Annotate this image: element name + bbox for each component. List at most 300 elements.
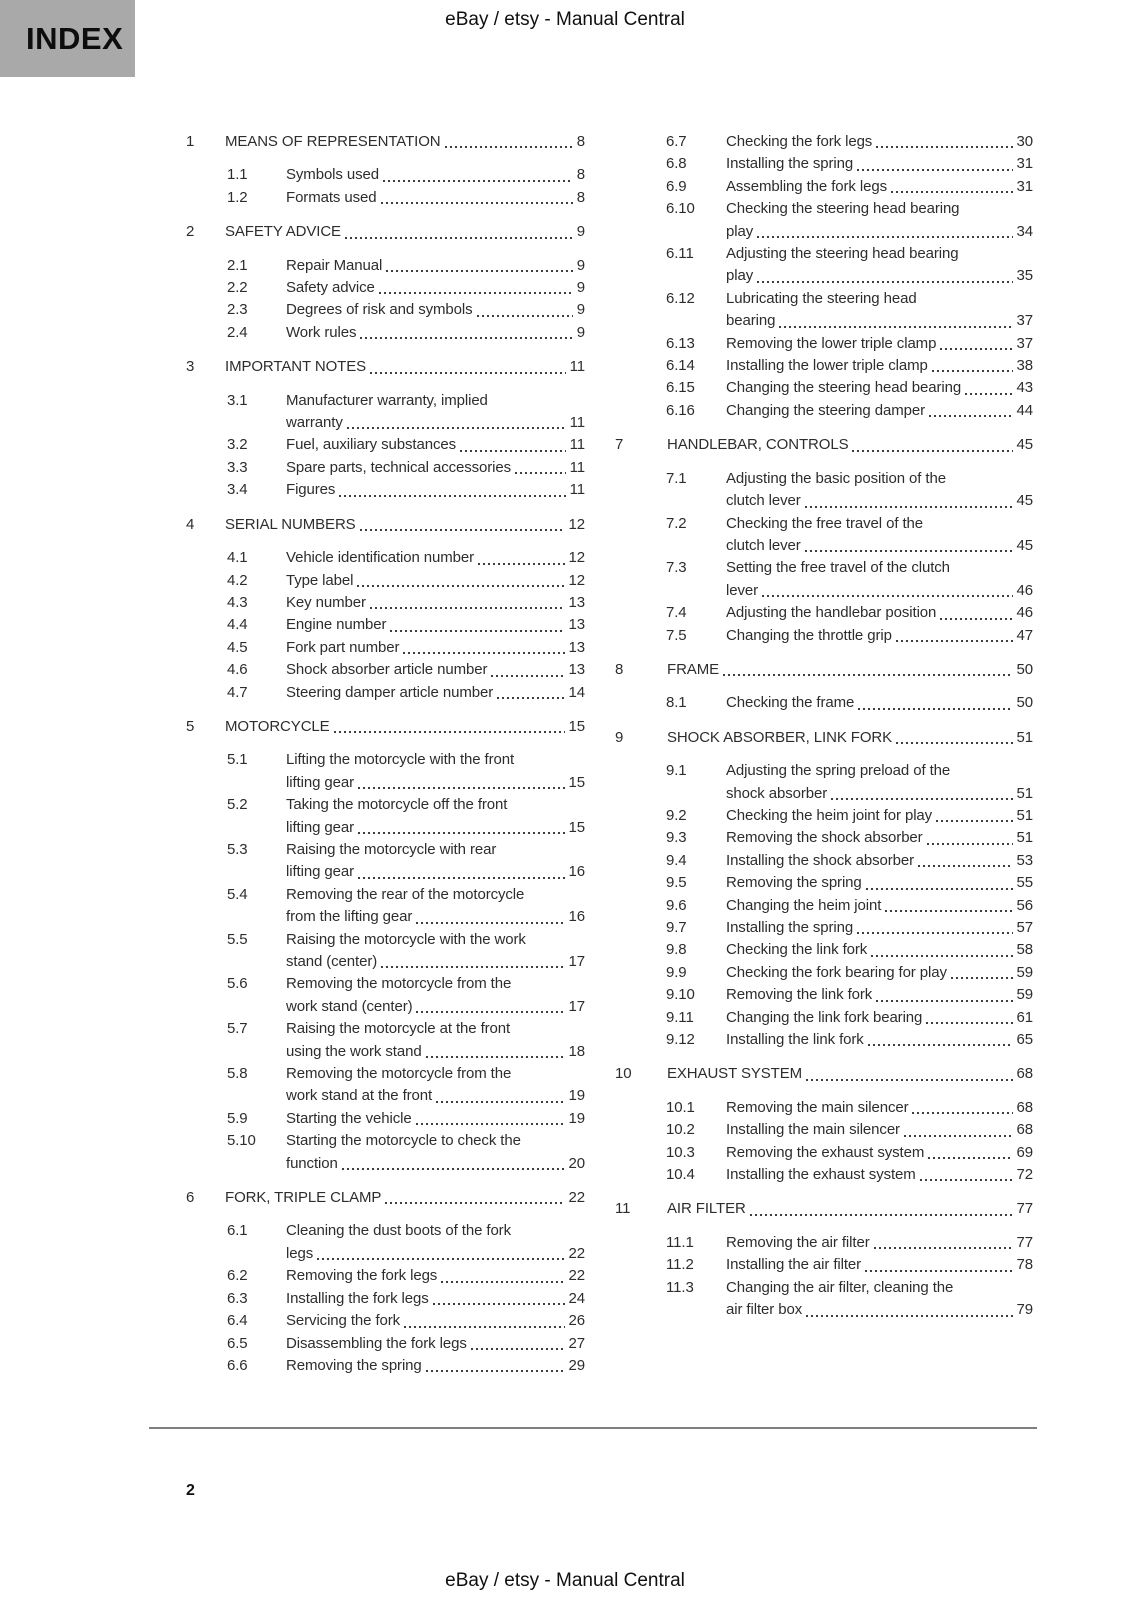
toc-entry-title: Starting the vehicle: [286, 1109, 412, 1127]
toc-subsection-entry: [615, 1277, 1033, 1322]
dot-leader: [471, 1348, 565, 1350]
toc-entry-body: [726, 355, 1033, 377]
toc-section-entry: [186, 1187, 585, 1209]
toc-entry-page: 14: [568, 683, 585, 701]
toc-entry-lastline: [726, 783, 1033, 805]
page-header-title: eBay / etsy - Manual Central: [445, 9, 685, 30]
toc-entry-page: 77: [1016, 1233, 1033, 1251]
toc-entry-title: bearing: [726, 312, 776, 330]
toc-subsection-entry: [186, 839, 585, 884]
dot-leader: [940, 618, 1012, 620]
toc-entry-number: 10.3: [666, 1143, 695, 1161]
toc-section-entry: [615, 434, 1033, 456]
toc-entry-body: [225, 716, 585, 738]
toc-entry-page: 44: [1016, 401, 1033, 419]
toc-entry-body: [726, 176, 1033, 198]
toc-entry-page: 43: [1016, 379, 1033, 397]
toc-entry-number: 4.1: [227, 549, 248, 567]
toc-entry-number: 2.2: [227, 279, 248, 297]
toc-subsection-entry: [186, 1333, 585, 1355]
toc-entry-page: 12: [568, 515, 585, 533]
toc-entry-number: 8: [615, 660, 624, 678]
toc-entry-number: 6: [186, 1189, 195, 1207]
toc-subsection-entry: [186, 187, 585, 209]
toc-entry-number: 4.6: [227, 661, 248, 679]
toc-entry-title: Work rules: [286, 323, 357, 341]
toc-subsection-entry: [186, 390, 585, 435]
toc-entry-page: 13: [568, 661, 585, 679]
toc-entry-lastline: [286, 570, 585, 592]
toc-entry-number: 7.2: [666, 514, 687, 532]
toc-entry-page: 51: [1016, 829, 1033, 847]
toc-entry-title: MEANS OF REPRESENTATION: [225, 133, 441, 150]
toc-subsection-entry: [615, 131, 1033, 153]
toc-entry-page: 12: [568, 571, 585, 589]
toc-entry-page: 9: [576, 301, 585, 319]
toc-entry-title: using the work stand: [286, 1042, 422, 1060]
toc-entry-title: FORK, TRIPLE CLAMP: [225, 1189, 382, 1207]
toc-entry-lastline: [225, 221, 585, 243]
dot-leader: [403, 652, 564, 654]
toc-entry-title-line: Removing the rear of the motorcycle: [286, 885, 525, 903]
toc-entry-body: [286, 479, 585, 501]
toc-entry-lastline: [726, 895, 1033, 917]
toc-column-left: [186, 131, 585, 1377]
toc-subsection-entry: [615, 917, 1033, 939]
toc-entry-number: 1.1: [227, 166, 248, 184]
toc-entry-page: 34: [1016, 222, 1033, 240]
toc-entry-title: clutch lever: [726, 536, 801, 554]
toc-entry-lastline: [286, 1333, 585, 1355]
toc-entry-title: play: [726, 222, 754, 240]
toc-entry-title: Key number: [286, 593, 366, 611]
toc-entry-body: [667, 1198, 1033, 1220]
toc-entry-body: [286, 277, 585, 299]
toc-entry-lastline: [667, 659, 1033, 681]
toc-entry-body: [726, 400, 1033, 422]
toc-entry-lastline: [286, 817, 585, 839]
toc-entry-body: [726, 1254, 1033, 1276]
toc-entry-title: Removing the main silencer: [726, 1098, 909, 1116]
toc-entry-title-line: Setting the free travel of the clutch: [726, 559, 950, 577]
toc-entry-title-line: Starting the motorcycle to check the: [286, 1132, 521, 1150]
toc-entry-lastline: [726, 377, 1033, 399]
dot-leader: [339, 495, 565, 497]
dot-leader: [927, 843, 1013, 845]
toc-entry-number: 3.1: [227, 391, 248, 409]
page-footer-title: eBay / etsy - Manual Central: [445, 1570, 685, 1591]
dot-leader: [904, 1135, 1013, 1137]
toc-entry-body: [286, 1265, 585, 1287]
footer-divider: [149, 1427, 1037, 1429]
toc-subsection-entry: [186, 434, 585, 456]
toc-entry-body: [726, 872, 1033, 894]
toc-entry-title: function: [286, 1154, 338, 1172]
toc-entry-number: 5.8: [227, 1065, 248, 1083]
toc-entry-lastline: [726, 1142, 1033, 1164]
dot-leader: [385, 1202, 564, 1204]
dot-leader: [920, 1179, 1013, 1181]
toc-entry-body: [286, 164, 585, 186]
dot-leader: [383, 180, 573, 182]
toc-entry-body: [726, 1007, 1033, 1029]
toc-subsection-entry: [186, 479, 585, 501]
toc-entry-number: 9.8: [666, 941, 687, 959]
toc-entry-page: 35: [1016, 267, 1033, 285]
page-header: [0, 9, 1130, 31]
toc-entry-number: 6.3: [227, 1289, 248, 1307]
toc-entry-page: 27: [568, 1334, 585, 1352]
toc-entry-lastline: [286, 1041, 585, 1063]
toc-subsection-entry: [615, 333, 1033, 355]
toc-entry-body: [726, 153, 1033, 175]
toc-entry-number: 11.3: [666, 1278, 694, 1296]
toc-entry-title: Checking the heim joint for play: [726, 806, 933, 824]
toc-subsection-entry: [186, 1355, 585, 1377]
toc-entry-body: [726, 805, 1033, 827]
toc-entry-number: 5.10: [227, 1132, 256, 1150]
dot-leader: [360, 337, 572, 339]
toc-entry-body: [726, 602, 1033, 624]
toc-subsection-entry: [615, 827, 1033, 849]
toc-entry-body: [726, 1277, 1033, 1322]
dot-leader: [885, 910, 1012, 912]
toc-entry-lastline: [286, 457, 585, 479]
toc-entry-title: Installing the exhaust system: [726, 1166, 916, 1184]
toc-entry-body: [286, 390, 585, 435]
toc-entry-body: [286, 299, 585, 321]
toc-entry-title-line: Changing the air filter, cleaning the: [726, 1278, 954, 1296]
toc-entry-number: 11.1: [666, 1233, 694, 1251]
dot-leader: [381, 202, 573, 204]
page-footer: [0, 1570, 1130, 1592]
toc-entry-number: 5.1: [227, 751, 248, 769]
toc-entry-title: lifting gear: [286, 773, 355, 791]
dot-leader: [460, 450, 566, 452]
toc-subsection-entry: [186, 277, 585, 299]
toc-entry-body: [286, 1333, 585, 1355]
toc-entry-page: 38: [1016, 357, 1033, 375]
toc-subsection-entry: [615, 1007, 1033, 1029]
toc-column-right: [615, 131, 1033, 1377]
toc-subsection-entry: [186, 592, 585, 614]
toc-entry-body: [667, 659, 1033, 681]
toc-entry-title: Changing the heim joint: [726, 896, 882, 914]
toc-entry-page: 50: [1016, 694, 1033, 712]
dot-leader: [342, 1168, 565, 1170]
dot-leader: [433, 1303, 565, 1305]
dot-leader: [852, 450, 1012, 452]
toc-entry-lastline: [225, 131, 585, 153]
toc-entry-body: [286, 1220, 585, 1265]
toc-entry-title: Installing the link fork: [726, 1031, 864, 1049]
toc-entry-title-line: Raising the motorcycle with the work: [286, 930, 526, 948]
toc-entry-body: [286, 839, 585, 884]
toc-entry-lastline: [225, 716, 585, 738]
toc-entry-number: 9.6: [666, 896, 687, 914]
toc-entry-number: 2.1: [227, 256, 248, 274]
toc-section-entry: [186, 356, 585, 378]
toc-entry-number: 10.1: [666, 1098, 695, 1116]
toc-entry-title: work stand at the front: [286, 1087, 433, 1105]
dot-leader: [441, 1281, 564, 1283]
toc-entry-lastline: [726, 400, 1033, 422]
toc-entry-title: Installing the spring: [726, 919, 854, 936]
toc-entry-title-line: Manufacturer warranty, implied: [286, 391, 488, 409]
toc-entry-lastline: [726, 1164, 1033, 1186]
dot-leader: [386, 270, 572, 272]
toc-entry-title: from the lifting gear: [286, 908, 413, 926]
toc-subsection-entry: [186, 299, 585, 321]
toc-subsection-entry: [186, 570, 585, 592]
toc-entry-page: 17: [568, 997, 585, 1015]
dot-leader: [965, 393, 1012, 395]
dot-leader: [426, 1370, 565, 1372]
toc-entry-number: 2: [186, 223, 195, 241]
toc-entry-title: Repair Manual: [286, 256, 383, 274]
toc-entry-title: Installing the shock absorber: [726, 851, 915, 869]
toc-entry-page: 15: [568, 717, 585, 735]
toc-entry-body: [726, 1029, 1033, 1051]
dot-leader: [936, 820, 1012, 822]
toc-entry-lastline: [286, 322, 585, 344]
toc-entry-body: [225, 221, 585, 243]
toc-subsection-entry: [186, 1130, 585, 1175]
toc-entry-page: 11: [569, 358, 585, 376]
toc-entry-page: 8: [576, 188, 585, 206]
toc-entry-title: SERIAL NUMBERS: [225, 515, 356, 533]
toc-section-entry: [186, 131, 585, 153]
toc-entry-title: legs: [286, 1244, 314, 1262]
toc-subsection-entry: [615, 962, 1033, 984]
toc-entry-page: 51: [1016, 806, 1033, 824]
toc-entry-lastline: [667, 1198, 1033, 1220]
dot-leader: [762, 595, 1012, 597]
toc-entry-title: Spare parts, technical accessories: [286, 458, 512, 476]
dot-leader: [416, 1123, 565, 1125]
toc-entry-lastline: [726, 1119, 1033, 1141]
toc-entry-body: [726, 1164, 1033, 1186]
toc-entry-title-line: Adjusting the basic position of the: [726, 469, 946, 487]
toc-entry-number: 6.5: [227, 1334, 248, 1352]
toc-entry-body: [225, 514, 585, 536]
toc-entry-title: Type label: [286, 571, 354, 589]
toc-entry-body: [286, 457, 585, 479]
toc-entry-lastline: [286, 592, 585, 614]
toc-entry-title: Changing the link fork bearing: [726, 1008, 923, 1026]
toc-entry-lastline: [286, 434, 585, 456]
toc-entry-title: Checking the frame: [726, 694, 855, 712]
toc-subsection-entry: [615, 468, 1033, 513]
toc-entry-number: 7.5: [666, 626, 687, 644]
toc-subsection-entry: [615, 243, 1033, 288]
toc-entry-page: 59: [1016, 963, 1033, 981]
toc-entry-number: 9.10: [666, 986, 695, 1004]
toc-entry-page: 9: [576, 323, 585, 341]
dot-leader: [357, 585, 564, 587]
dot-leader: [871, 955, 1012, 957]
toc-entry-page: 15: [568, 773, 585, 791]
toc-entry-page: 53: [1016, 851, 1033, 869]
dot-leader: [805, 550, 1013, 552]
toc-entry-page: 11: [569, 414, 585, 432]
toc-entry-page: 29: [568, 1356, 585, 1374]
dot-leader: [445, 146, 573, 148]
toc-entry-title-line: Checking the steering head bearing: [726, 200, 960, 218]
toc-subsection-entry: [615, 984, 1033, 1006]
toc-subsection-entry: [186, 682, 585, 704]
toc-entry-title: Removing the spring: [286, 1356, 422, 1374]
table-of-contents: [186, 131, 1033, 1377]
toc-entry-lastline: [726, 310, 1033, 332]
dot-leader: [891, 191, 1012, 193]
toc-entry-body: [726, 827, 1033, 849]
toc-subsection-entry: [615, 557, 1033, 602]
toc-entry-page: 13: [568, 638, 585, 656]
toc-entry-number: 9.3: [666, 829, 687, 847]
toc-entry-number: 1.2: [227, 188, 248, 206]
toc-entry-page: 47: [1016, 626, 1033, 644]
toc-subsection-entry: [615, 355, 1033, 377]
toc-subsection-entry: [186, 1310, 585, 1332]
toc-subsection-entry: [186, 547, 585, 569]
dot-leader: [928, 1157, 1012, 1159]
toc-entry-title: shock absorber: [726, 784, 828, 802]
toc-entry-body: [726, 333, 1033, 355]
toc-entry-page: 50: [1016, 660, 1033, 678]
toc-entry-title: play: [726, 267, 754, 285]
toc-subsection-entry: [615, 377, 1033, 399]
toc-subsection-entry: [615, 850, 1033, 872]
toc-entry-page: 55: [1016, 874, 1033, 892]
toc-entry-body: [726, 962, 1033, 984]
toc-subsection-entry: [615, 1254, 1033, 1276]
toc-subsection-entry: [186, 884, 585, 929]
toc-entry-number: 9.4: [666, 851, 687, 869]
toc-entry-number: 6.7: [666, 133, 687, 150]
dot-leader: [317, 1258, 564, 1260]
toc-entry-body: [286, 255, 585, 277]
dot-leader: [874, 1247, 1013, 1249]
toc-entry-number: 6.11: [666, 245, 694, 263]
toc-entry-page: 22: [568, 1244, 585, 1262]
toc-subsection-entry: [186, 929, 585, 974]
toc-entry-number: 6.15: [666, 379, 695, 397]
toc-entry-title: Removing the spring: [726, 874, 862, 892]
toc-entry-title: Adjusting the handlebar position: [726, 604, 937, 622]
dot-leader: [929, 415, 1013, 417]
toc-entry-lastline: [286, 682, 585, 704]
toc-entry-page: 13: [568, 616, 585, 634]
dot-leader: [379, 292, 573, 294]
toc-entry-lastline: [726, 265, 1033, 287]
dot-leader: [896, 640, 1013, 642]
toc-entry-body: [726, 513, 1033, 558]
toc-entry-page: 56: [1016, 896, 1033, 914]
toc-entry-number: 4.3: [227, 593, 248, 611]
toc-entry-body: [286, 794, 585, 839]
toc-entry-page: 16: [568, 908, 585, 926]
dot-leader: [404, 1326, 564, 1328]
toc-entry-body: [726, 1119, 1033, 1141]
toc-entry-body: [286, 547, 585, 569]
toc-entry-page: 20: [568, 1154, 585, 1172]
toc-entry-title: Formats used: [286, 188, 377, 206]
dot-leader: [491, 675, 564, 677]
toc-entry-page: 51: [1016, 728, 1033, 746]
toc-entry-page: 30: [1016, 133, 1033, 150]
toc-entry-title: Changing the throttle grip: [726, 626, 892, 644]
dot-leader: [806, 1315, 1012, 1317]
toc-entry-page: 17: [568, 953, 585, 970]
toc-entry-page: 9: [576, 223, 585, 241]
toc-entry-lastline: [726, 355, 1033, 377]
toc-subsection-entry: [615, 1097, 1033, 1119]
dot-leader: [358, 787, 564, 789]
toc-entry-body: [286, 434, 585, 456]
dot-leader: [381, 966, 564, 968]
toc-entry-title: Removing the shock absorber: [726, 829, 923, 847]
toc-subsection-entry: [186, 637, 585, 659]
toc-entry-lastline: [726, 827, 1033, 849]
toc-entry-title: Figures: [286, 481, 336, 499]
toc-entry-number: 7.4: [666, 604, 687, 622]
toc-entry-number: 6.13: [666, 334, 695, 352]
toc-entry-number: 6.10: [666, 200, 695, 218]
dot-leader: [866, 888, 1013, 890]
toc-subsection-entry: [186, 1063, 585, 1108]
toc-entry-lastline: [286, 1108, 585, 1130]
dot-leader: [858, 708, 1012, 710]
toc-entry-title: MOTORCYCLE: [225, 717, 330, 735]
toc-entry-body: [286, 659, 585, 681]
toc-entry-number: 2.4: [227, 323, 248, 341]
toc-entry-lastline: [726, 984, 1033, 1006]
toc-entry-page: 9: [576, 256, 585, 274]
toc-entry-title: Removing the air filter: [726, 1233, 870, 1251]
toc-entry-page: 11: [569, 436, 585, 454]
toc-entry-number: 5.4: [227, 885, 248, 903]
toc-subsection-entry: [186, 1108, 585, 1130]
toc-entry-page: 31: [1016, 155, 1033, 173]
toc-entry-number: 11.2: [666, 1256, 694, 1274]
toc-entry-lastline: [726, 580, 1033, 602]
toc-entry-page: 8: [576, 133, 585, 150]
toc-subsection-entry: [615, 692, 1033, 714]
toc-entry-number: 8.1: [666, 694, 687, 712]
toc-entry-title: Fuel, auxiliary substances: [286, 436, 456, 454]
toc-entry-number: 7.1: [666, 469, 687, 487]
dot-leader: [932, 370, 1013, 372]
toc-entry-page: 19: [568, 1087, 585, 1105]
toc-entry-lastline: [726, 176, 1033, 198]
toc-entry-lastline: [286, 412, 585, 434]
toc-entry-page: 37: [1016, 334, 1033, 352]
toc-entry-page: 59: [1016, 986, 1033, 1004]
toc-entry-title: lever: [726, 581, 759, 599]
dot-leader: [416, 1011, 564, 1013]
toc-entry-body: [286, 682, 585, 704]
toc-subsection-entry: [615, 176, 1033, 198]
toc-entry-title: AIR FILTER: [667, 1200, 746, 1218]
toc-entry-lastline: [286, 1243, 585, 1265]
toc-entry-body: [286, 884, 585, 929]
toc-entry-title: Installing the air filter: [726, 1256, 862, 1274]
toc-entry-title: SHOCK ABSORBER, LINK FORK: [667, 728, 893, 746]
toc-subsection-entry: [615, 895, 1033, 917]
toc-subsection-entry: [186, 322, 585, 344]
toc-subsection-entry: [186, 1018, 585, 1063]
